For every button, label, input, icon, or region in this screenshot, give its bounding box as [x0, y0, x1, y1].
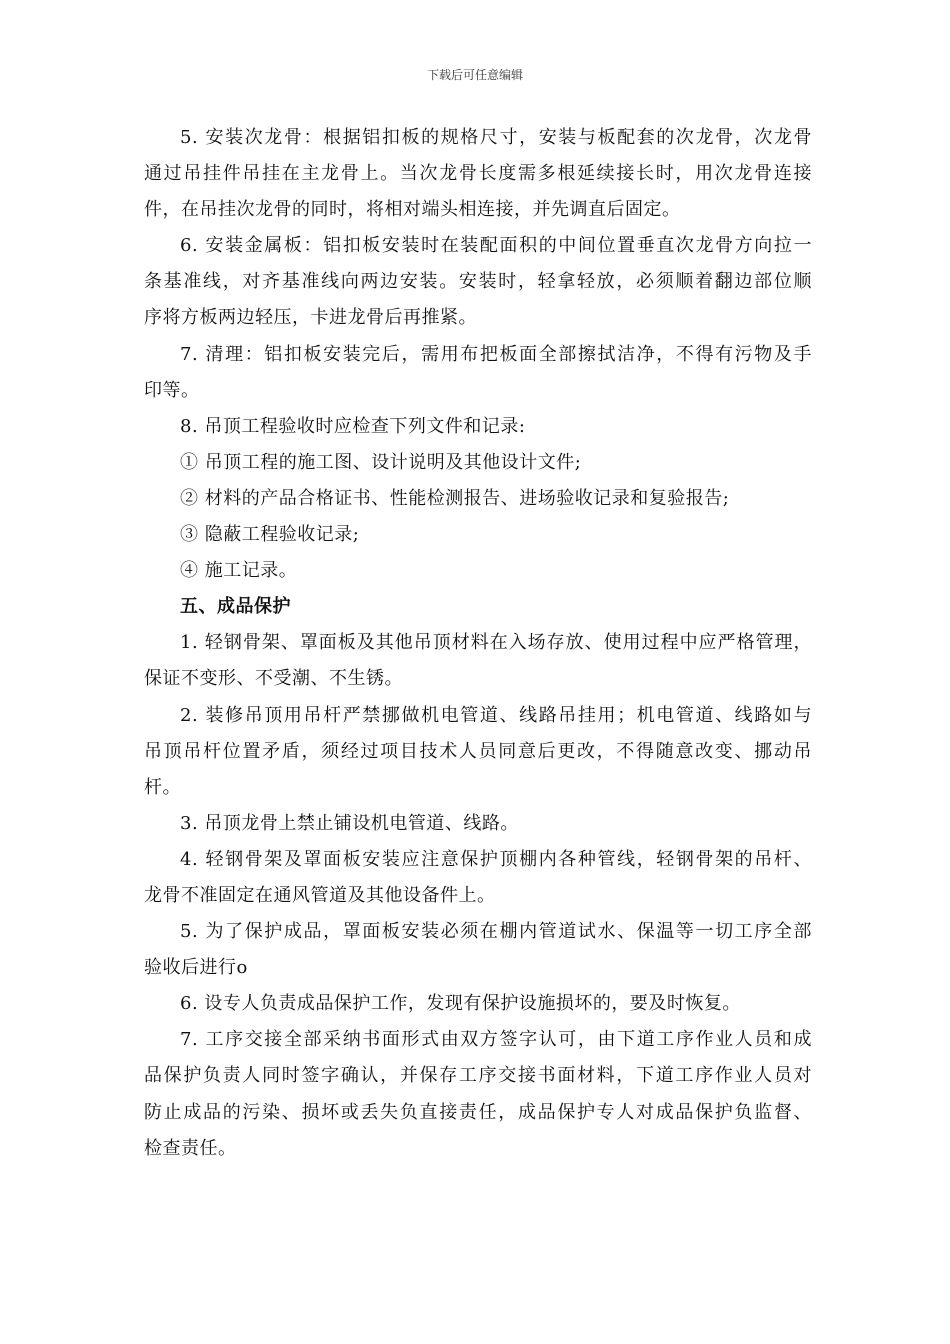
paragraph-line: ① 吊顶工程的施工图、设计说明及其他设计文件; [180, 451, 582, 473]
paragraph-line: 4. 轻钢骨架及罩面板安装应注意保护顶棚内各种管线，轻钢骨架的吊杆、 [180, 848, 812, 870]
paragraph-line: 品保护负责人同时签字确认，并保存工序交接书面材料，下道工序作业人员对 [144, 1065, 812, 1087]
paragraph-line: 通过吊挂件吊挂在主龙骨上。当次龙骨长度需多根延续接长时，用次龙骨连接 [144, 163, 812, 185]
paragraph-line: 8. 吊顶工程验收时应检查下列文件和记录: [180, 415, 526, 437]
paragraph-line: 件，在吊挂次龙骨的同时，将相对端头相连接，并先调直后固定。 [144, 199, 681, 221]
paragraph-line: ③ 隐蔽工程验收记录; [180, 524, 360, 546]
paragraph-line: 序将方板两边轻压，卡进龙骨后再推紧。 [144, 307, 477, 329]
paragraph-line: 检查责任。 [144, 1137, 237, 1159]
paragraph-line: 7. 工序交接全部采纳书面形式由双方签字认可，由下道工序作业人员和成 [180, 1029, 812, 1051]
paragraph-line: 6. 安装金属板：铝扣板安装时在装配面积的中间位置垂直次龙骨方向拉一 [180, 235, 812, 257]
paragraph-line: 吊顶吊杆位置矛盾，须经过项目技术人员同意后更改，不得随意改变、挪动吊 [144, 740, 812, 762]
document-body [144, 120, 812, 1167]
paragraph-line: 龙骨不准固定在通风管道及其他设备件上。 [144, 884, 496, 906]
paragraph-line: 5. 安装次龙骨：根据铝扣板的规格尺寸，安装与板配套的次龙骨，次龙骨 [180, 127, 812, 148]
paragraph-line: 3. 吊顶龙骨上禁止铺设机电管道、线路。 [180, 812, 519, 834]
paragraph-line: 5. 为了保护成品，罩面板安装必须在棚内管道试水、保温等一切工序全部 [180, 921, 812, 943]
paragraph-line: 防止成品的污染、损坏或丢失负直接责任，成品保护专人对成品保护负监督、 [144, 1101, 812, 1123]
section-heading: 五、成品保护 [180, 596, 291, 618]
paragraph-line: 2. 装修吊顶用吊杆严禁挪做机电管道、线路吊挂用；机电管道、线路如与 [180, 704, 812, 726]
paragraph-line: 条基准线，对齐基准线向两边安装。安装时，轻拿轻放，必须顺着翻边部位顺 [144, 271, 812, 293]
paragraph-line: 验收后进行o [144, 957, 248, 979]
paragraph-line: 保证不变形、不受潮、不生锈。 [144, 668, 403, 690]
page-header: 下载后可任意编辑 [426, 68, 523, 82]
paragraph-line: ② 材料的产品合格证书、性能检测报告、进场验收记录和复验报告; [180, 487, 730, 509]
paragraph-line: 7. 清理：铝扣板安装完后，需用布把板面全部擦拭洁净，不得有污物及手 [180, 343, 812, 365]
paragraph-line: ④ 施工记录。 [180, 560, 298, 582]
paragraph-line: 杆。 [144, 776, 181, 798]
paragraph-line: 印等。 [144, 379, 200, 401]
paragraph-line: 6. 设专人负责成品保护工作，发现有保护设施损坏的，要及时恢复。 [180, 993, 741, 1015]
paragraph-line: 1. 轻钢骨架、罩面板及其他吊顶材料在入场存放、使用过程中应严格管理， [180, 632, 812, 654]
